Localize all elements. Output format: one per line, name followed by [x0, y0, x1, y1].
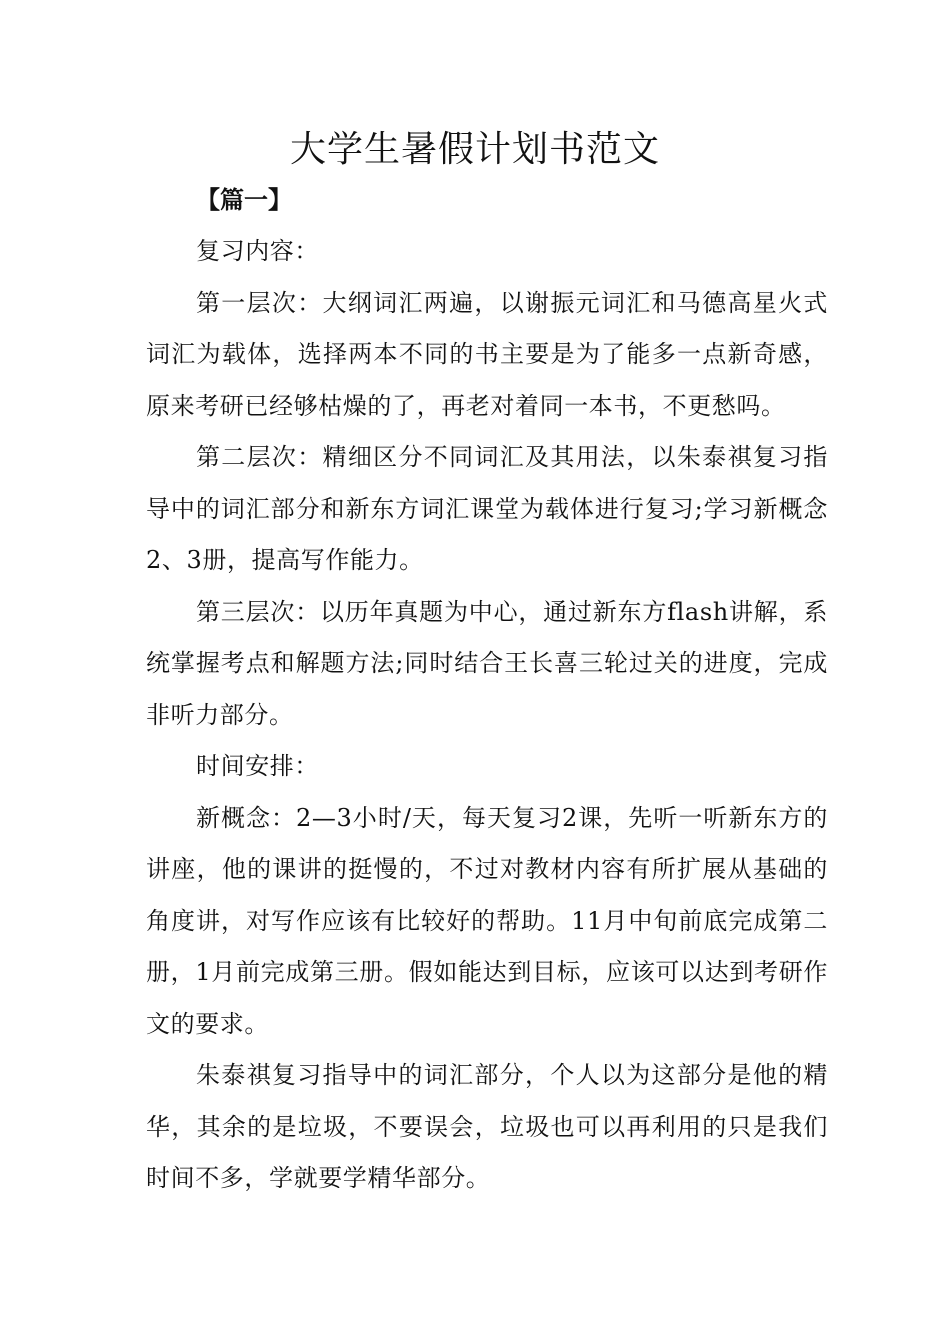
paragraph-level-one: 第一层次：大纲词汇两遍，以谢振元词汇和马德高星火式词汇为载体，选择两本不同的书主要是为了能多一点新奇感，原来考研已经够枯燥的了，再老对着同一本书，不更愁吗。: [146, 288, 828, 420]
paragraph-level-three: 第三层次：以历年真题为中心，通过新东方flash讲解，系统掌握考点和解题方法;同时结合王长喜三轮过关的进度，完成非听力部分。: [146, 597, 828, 729]
document-body: [146, 226, 828, 1205]
paragraph-new-concept: 新概念：2—3小时/天，每天复习2课，先听一听新东方的讲座，他的课讲的挺慢的，不过对教材内容有所扩展从基础的角度讲，对写作应该有比较好的帮助。11月中旬前底完成第二册，1月前完成第三册。假如能达到目标，应该可以达到考研作文的要求。: [146, 803, 828, 1038]
document-title: 大学生暑假计划书范文: [289, 129, 660, 170]
paragraph-vocabulary-guide: 朱泰祺复习指导中的词汇部分，个人以为这部分是他的精华，其余的是垃圾，不要误会，垃圾也可以再利用的只是我们时间不多，学就要学精华部分。: [146, 1061, 828, 1192]
paragraph-level-two: 第二层次：精细区分不同词汇及其用法，以朱泰祺复习指导中的词汇部分和新东方词汇课堂为载体进行复习;学习新概念2、3册，提高写作能力。: [146, 443, 828, 574]
section-label: 【篇一】: [196, 186, 292, 214]
paragraph-schedule-heading: 时间安排：: [196, 752, 319, 780]
paragraph-review-content: 复习内容：: [196, 237, 319, 265]
